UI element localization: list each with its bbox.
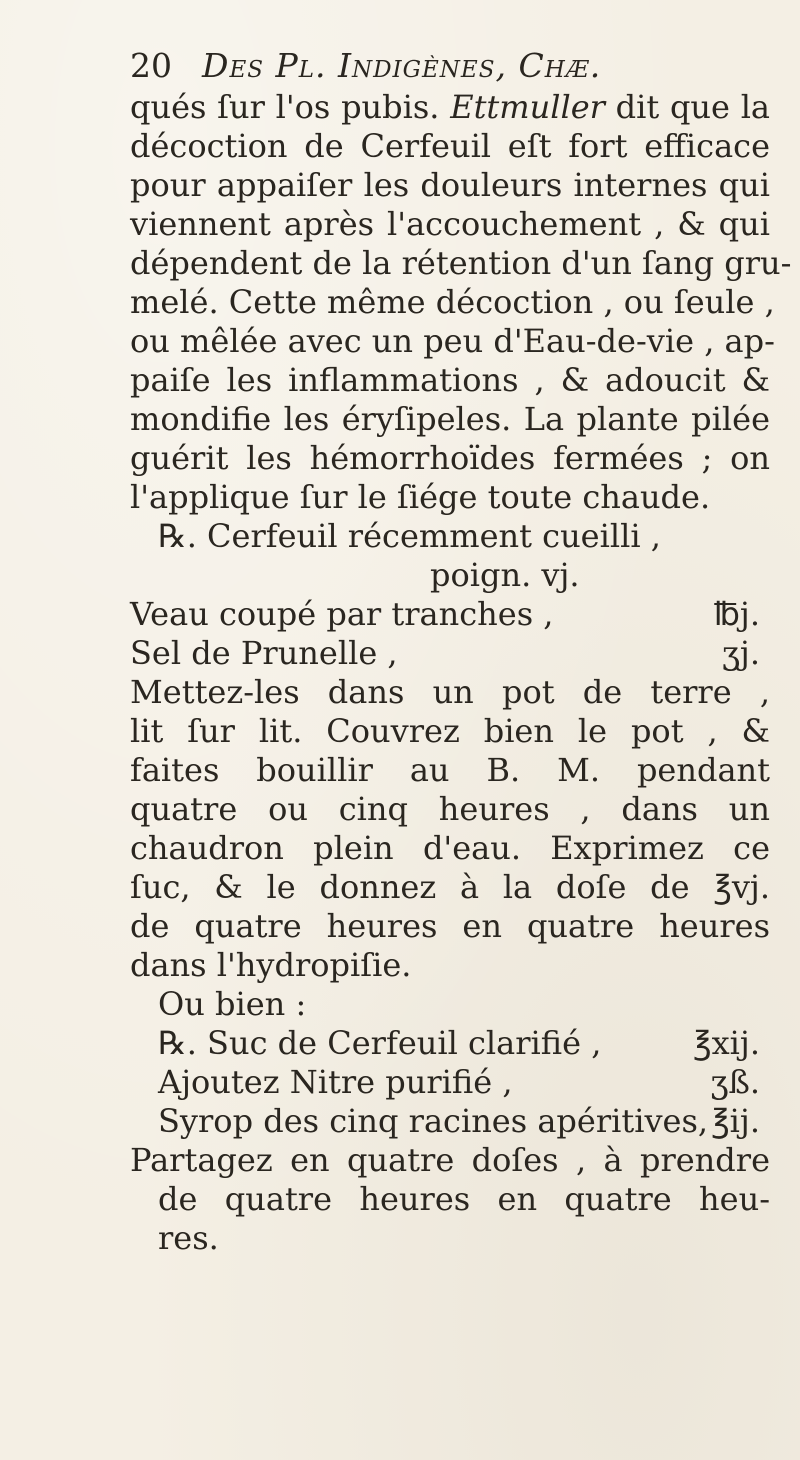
text-line: mondifie les éryſipeles. La plante pilée (130, 400, 770, 438)
text-span: qués ſur l'os pubis. (130, 88, 451, 126)
text-line: de quatre heures en quatre heures (130, 907, 770, 945)
text-line: faites bouillir au B. M. pendant (130, 751, 770, 789)
text-line: l'applique ſur le ſiége toute chaude. (130, 478, 711, 516)
recipe-line (130, 595, 770, 634)
text-line: paiſe les inflammations , & adoucit & (130, 361, 770, 399)
ingredient: Veau coupé par tranches , (130, 595, 554, 633)
recipe-quantity: ʒß. (710, 1063, 760, 1101)
text-line (130, 88, 770, 127)
page-number: 20 (130, 46, 172, 85)
recipe-line (130, 634, 770, 673)
recipe-line (130, 1063, 770, 1102)
ingredient: ℞. Suc de Cerfeuil clarifié , (158, 1024, 602, 1062)
text-line: pour appaiſer les douleurs internes qui (130, 166, 770, 204)
text-line: res. (158, 1219, 219, 1257)
recipe-quantity: ℥ij. (711, 1102, 760, 1140)
text-line: dans l'hydropiſie. (130, 946, 412, 984)
text-line: chaudron plein d'eau. Exprimez ce (130, 829, 770, 867)
recipe-quantity: poign. vj. (430, 556, 580, 594)
text-line: Mettez-les dans un pot de terre , (130, 673, 770, 711)
body-text (130, 88, 792, 1258)
text-line: dépendent de la rétention d'un ſang gru- (130, 244, 792, 282)
text-line: melé. Cette même décoction , ou ſeule , (130, 283, 775, 321)
text-line: lit ſur lit. Couvrez bien le pot , & (130, 712, 770, 750)
text-line: décoction de Cerfeuil eſt fort efficace (130, 127, 770, 165)
text-line: viennent après l'accouchement , & qui (130, 205, 770, 243)
recipe-quantity: ℥xij. (693, 1024, 760, 1062)
recipe-line: ℞. Cerfeuil récemment cueilli , (158, 517, 661, 555)
text-line: ſuc, & le donnez à la doſe de ℥vj. (130, 868, 770, 906)
text-line: de quatre heures en quatre heu- (158, 1180, 770, 1218)
alternative-label: Ou bien : (158, 985, 307, 1023)
text-line: Partagez en quatre doſes , à prendre (130, 1141, 770, 1179)
ingredient: Sel de Prunelle , (130, 634, 398, 672)
recipe-line (130, 1024, 770, 1063)
text-line: ou mêlée avec un peu d'Eau-de-vie , ap- (130, 322, 775, 360)
text-line: quatre ou cinq heures , dans un (130, 790, 770, 828)
ingredient: Ajoutez Nitre purifié , (158, 1063, 513, 1101)
recipe-line (130, 1102, 770, 1141)
ingredient: Syrop des cinq racines apéritives, (158, 1102, 709, 1140)
running-head: Des Pl. Indigènes, Chæ. (202, 46, 602, 85)
author-name: Ettmuller (450, 88, 605, 126)
recipe-quantity: ℔j. (713, 595, 760, 633)
text-line: guérit les hémorrhoïdes fermées ; on (130, 439, 770, 477)
page-header (130, 46, 770, 86)
recipe-quantity: ʒj. (721, 634, 760, 672)
text-span: dit que la (604, 88, 771, 126)
